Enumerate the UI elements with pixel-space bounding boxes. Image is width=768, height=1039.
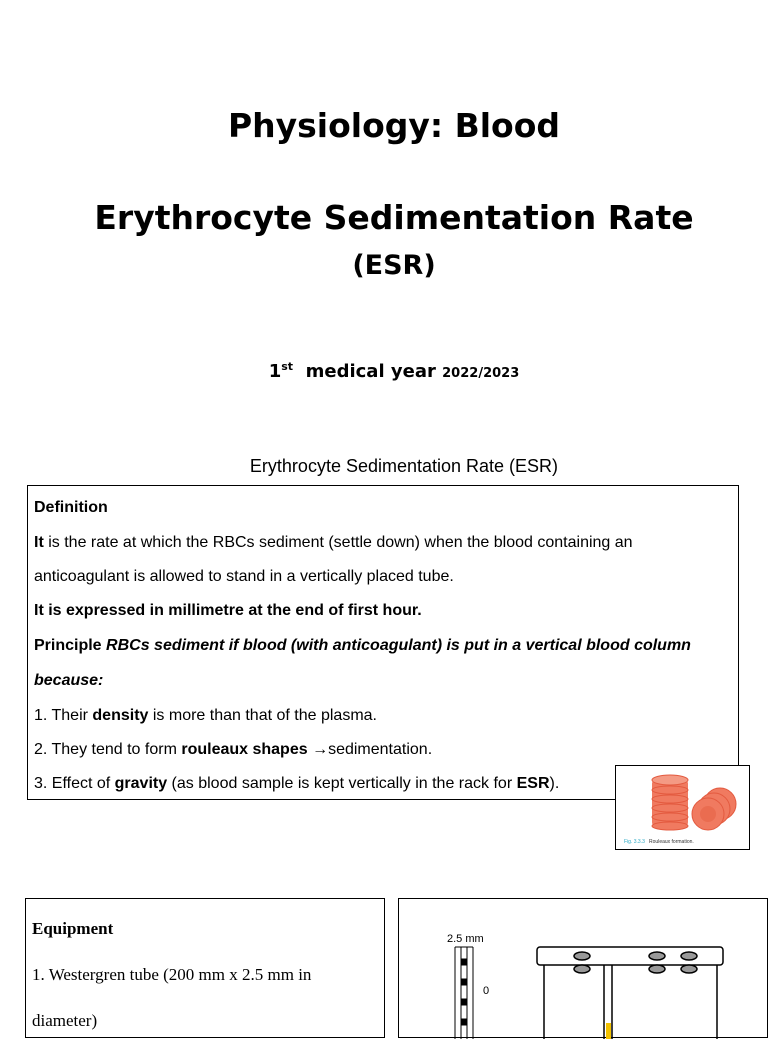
reason-2	[34, 740, 432, 760]
principle-line	[34, 636, 691, 656]
reason-2-prefix: 2. They tend to form	[34, 741, 182, 758]
rouleaux-figure	[615, 765, 750, 850]
tube-diameter-label: 2.5 mm	[447, 933, 484, 945]
principle-text: RBCs sediment if blood (with anticoagulant) is put in a vertical blood column	[106, 637, 691, 654]
arrow-right-icon: →	[307, 741, 329, 758]
reason-3-text: (as blood sample is kept vertically in the rack for	[167, 775, 517, 792]
westergren-illustration	[399, 899, 768, 1039]
definition-unit: It is expressed in millimetre at the end of first hour.	[34, 602, 422, 619]
definition-line-2: anticoagulant is allowed to stand in a vertically placed tube.	[34, 568, 454, 585]
definition-subject: It	[34, 534, 44, 551]
year-range: 2022/2023	[442, 366, 520, 381]
page-title: Physiology: Blood	[227, 106, 561, 145]
academic-year	[0, 360, 768, 382]
principle-because: because:	[34, 672, 104, 689]
reason-1-keyword: density	[92, 707, 149, 724]
westergren-diagram	[398, 898, 768, 1038]
definition-line-1	[34, 533, 633, 553]
equipment-heading: Equipment	[32, 919, 114, 938]
reason-2-text: sedimentation.	[328, 741, 433, 758]
topic-title: Erythrocyte Sedimentation Rate	[94, 198, 694, 237]
year-ordinal: st	[281, 360, 294, 373]
figure-caption	[624, 839, 694, 845]
topic-abbreviation: (ESR)	[352, 250, 436, 281]
equipment-box	[25, 898, 385, 1038]
tube-zero-mark: 0	[483, 985, 490, 997]
equipment-item-1: 1. Westergren tube (200 mm x 2.5 mm in	[32, 965, 312, 984]
reason-3-keyword-esr: ESR	[516, 775, 550, 792]
figure-number: Fig. 3.3.3	[624, 839, 645, 845]
reason-3	[34, 774, 559, 794]
equipment-item-1-continued: diameter)	[32, 1011, 98, 1030]
year-number: 1	[268, 361, 282, 382]
reason-1-text: is more than that of the plasma.	[148, 707, 377, 724]
definition-text: is the rate at which the RBCs sediment (settle down) when the blood containing an	[43, 534, 633, 551]
reason-1	[34, 706, 377, 726]
reason-3-keyword: gravity	[114, 775, 168, 792]
rbc-tilted-stack-icon	[692, 788, 736, 830]
sedimentation-rack-icon	[537, 947, 723, 1039]
reason-1-prefix: 1. Their	[34, 707, 93, 724]
reason-2-keyword: rouleaux shapes	[181, 741, 308, 758]
reason-3-prefix: 3. Effect of	[34, 775, 115, 792]
year-label: medical year	[305, 361, 436, 382]
tube-blood-highlight	[606, 1023, 611, 1039]
figure-caption-text: Rouleaux formation.	[649, 839, 694, 845]
definition-heading: Definition	[34, 499, 108, 516]
section-title: Erythrocyte Sedimentation Rate (ESR)	[249, 456, 559, 476]
rbc-stack-icon	[652, 775, 688, 830]
westergren-tube-icon	[455, 947, 473, 1039]
principle-label: Principle	[34, 637, 107, 654]
reason-3-end: ).	[549, 775, 560, 792]
